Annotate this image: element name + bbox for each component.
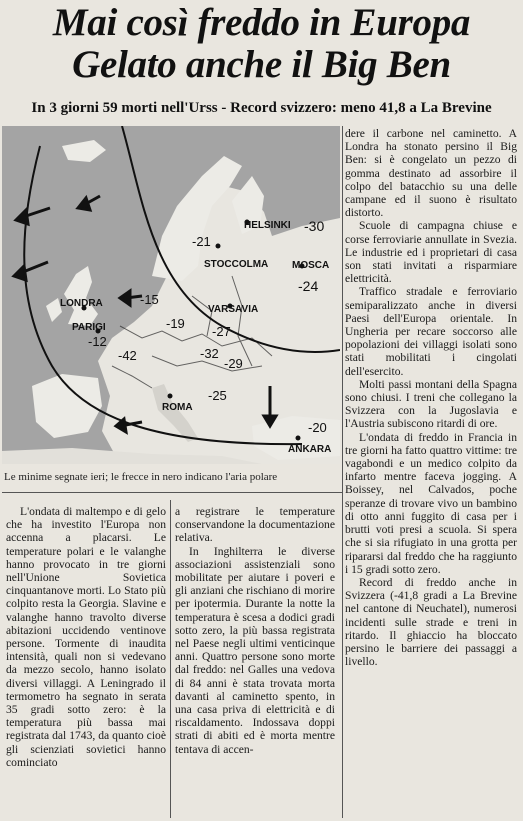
paragraph: a registrare le temperature conservandone la documentazione relativa. <box>175 505 335 545</box>
caption-divider <box>2 492 342 493</box>
temp-label-32: -32 <box>200 346 219 361</box>
city-label-parigi: PARIGI <box>72 322 106 333</box>
europe-temperature-map <box>2 126 340 464</box>
article-column-middle <box>175 505 335 815</box>
subheadline: In 3 giorni 59 morti nell'Urss - Record svizzero: meno 41,8 a La Brevine <box>31 100 492 116</box>
column-divider-middle <box>170 500 171 818</box>
map-graphic <box>2 126 340 464</box>
temp-helsinki: -30 <box>304 218 325 234</box>
column-divider-right <box>342 126 343 818</box>
headline-line-2: Gelato anche il Big Ben <box>72 43 451 86</box>
headline <box>0 2 523 86</box>
temp-ankara: -20 <box>308 420 327 435</box>
temp-label-21: -21 <box>192 234 211 249</box>
paragraph: In Inghilterra le diverse associazioni assistenziali sono mobilitate per aiutare i poveri e gli anziani che rischiano di morire per ipotermia. Durante la notte la temperatura è scesa a dodici gradi sotto zero, la più bassa registrata nel Paese negli ultimi venticinque anni. Quattro persone sono morte dal freddo: nel Galles una vedova di 84 anni è stata trovata morta davanti al caminetto spento, in una casa priva di elettricità e di riscaldamento. Indossava doppi strati di abiti ed è morta mentre tentava di accen- <box>175 544 335 756</box>
city-label-mosca: MOSCA <box>292 260 330 271</box>
paragraph: Record di freddo anche in Svizzera (-41,8 gradi a La Brevine nel cantone di Neuchatel), numerosi incidenti sulle strade e treni in ritardo. Il ghiaccio ha bloccato persino le barriere dei passaggi a livello. <box>345 575 517 669</box>
paragraph: L'ondata di maltempo e di gelo che ha investito l'Europa non accenna a placarsi. Le temperature polari e le valanghe hanno provocato in tre giorni nell'Unione Sovietica cinquantanove morti. Lo Stato più colpito resta la Georgia. Slavine e valanghe hanno travolto diverse abitazioni uccidendo ventinove persone. Tormente di inaudita intensità, quali non si vedevano da mezzo secolo, hanno isolato diversi villaggi. A Leningrado il termometro ha segnato in serata 35 gradi sotto zero: è la temperatura più bassa mai registrata dal 1743, da quanto cioè gli scienziati sovietici hanno cominciato <box>6 505 166 769</box>
temp-label-27: -27 <box>212 324 231 339</box>
temp-mosca: -24 <box>298 278 319 294</box>
headline-line-1: Mai così freddo in Europa <box>52 1 471 44</box>
city-label-roma: ROMA <box>162 402 193 413</box>
article-column-left <box>6 505 166 815</box>
city-label-varsavia: VARSAVIA <box>208 304 259 315</box>
paragraph: Molti passi montani della Spagna sono chiusi. I treni che collegano la Svizzera con la Jugoslavia e l'Austria subiscono ritardi di ore. <box>345 377 517 431</box>
article-column-right <box>345 127 517 817</box>
city-label-helsinki: HELSINKI <box>244 220 291 231</box>
temp-label-29: -29 <box>224 356 243 371</box>
paragraph: Scuole di campagna chiuse e corse ferroviarie annullate in Svezia. Le industrie ed i proprietari di casa son stati invitati a risparmiare elettricità. <box>345 219 517 286</box>
temp-label-19: -19 <box>166 316 185 331</box>
paragraph: Traffico stradale e ferroviario semiparalizzato anche in diversi Paesi dell'Europa orientale. In Ungheria per recare soccorso alle popolazioni dei villaggi isolati sono stati mobilitati i cingolati dell'esercito. <box>345 285 517 378</box>
map-caption: Le minime segnate ieri; le frecce in nero indicano l'aria polare <box>4 471 278 483</box>
paragraph: L'ondata di freddo in Francia in tre giorni ha fatto quattro vittime: tre vagabondi e un medico colpito da infarto mentre faceva jogging. A Boissey, nel Calvados, poche speranze di trovare vivo un bambino di otto anni fuggito di casa per i brutti voti presi a scuola. Si spera che si sia rifugiato in una grotta per ripararsi dal freddo che ha raggiunto i 15 gradi sotto zero. <box>345 430 517 576</box>
temp-parigi: -12 <box>88 334 107 349</box>
city-label-stoccolma: STOCCOLMA <box>204 259 269 270</box>
paragraph: dere il carbone nel caminetto. A Londra ha stonato persino il Big Ben: si è congelato un pezzo di gomma destinato ad assorbire il colpo del batacchio su una delle campane ed il suono è risultato distorto. <box>345 127 517 220</box>
city-label-ankara: ANKARA <box>288 444 332 455</box>
temp-londra: -15 <box>140 292 159 307</box>
temp-label-25: -25 <box>208 388 227 403</box>
temp-label-42: -42 <box>118 348 137 363</box>
city-label-londra: LONDRA <box>60 298 103 309</box>
